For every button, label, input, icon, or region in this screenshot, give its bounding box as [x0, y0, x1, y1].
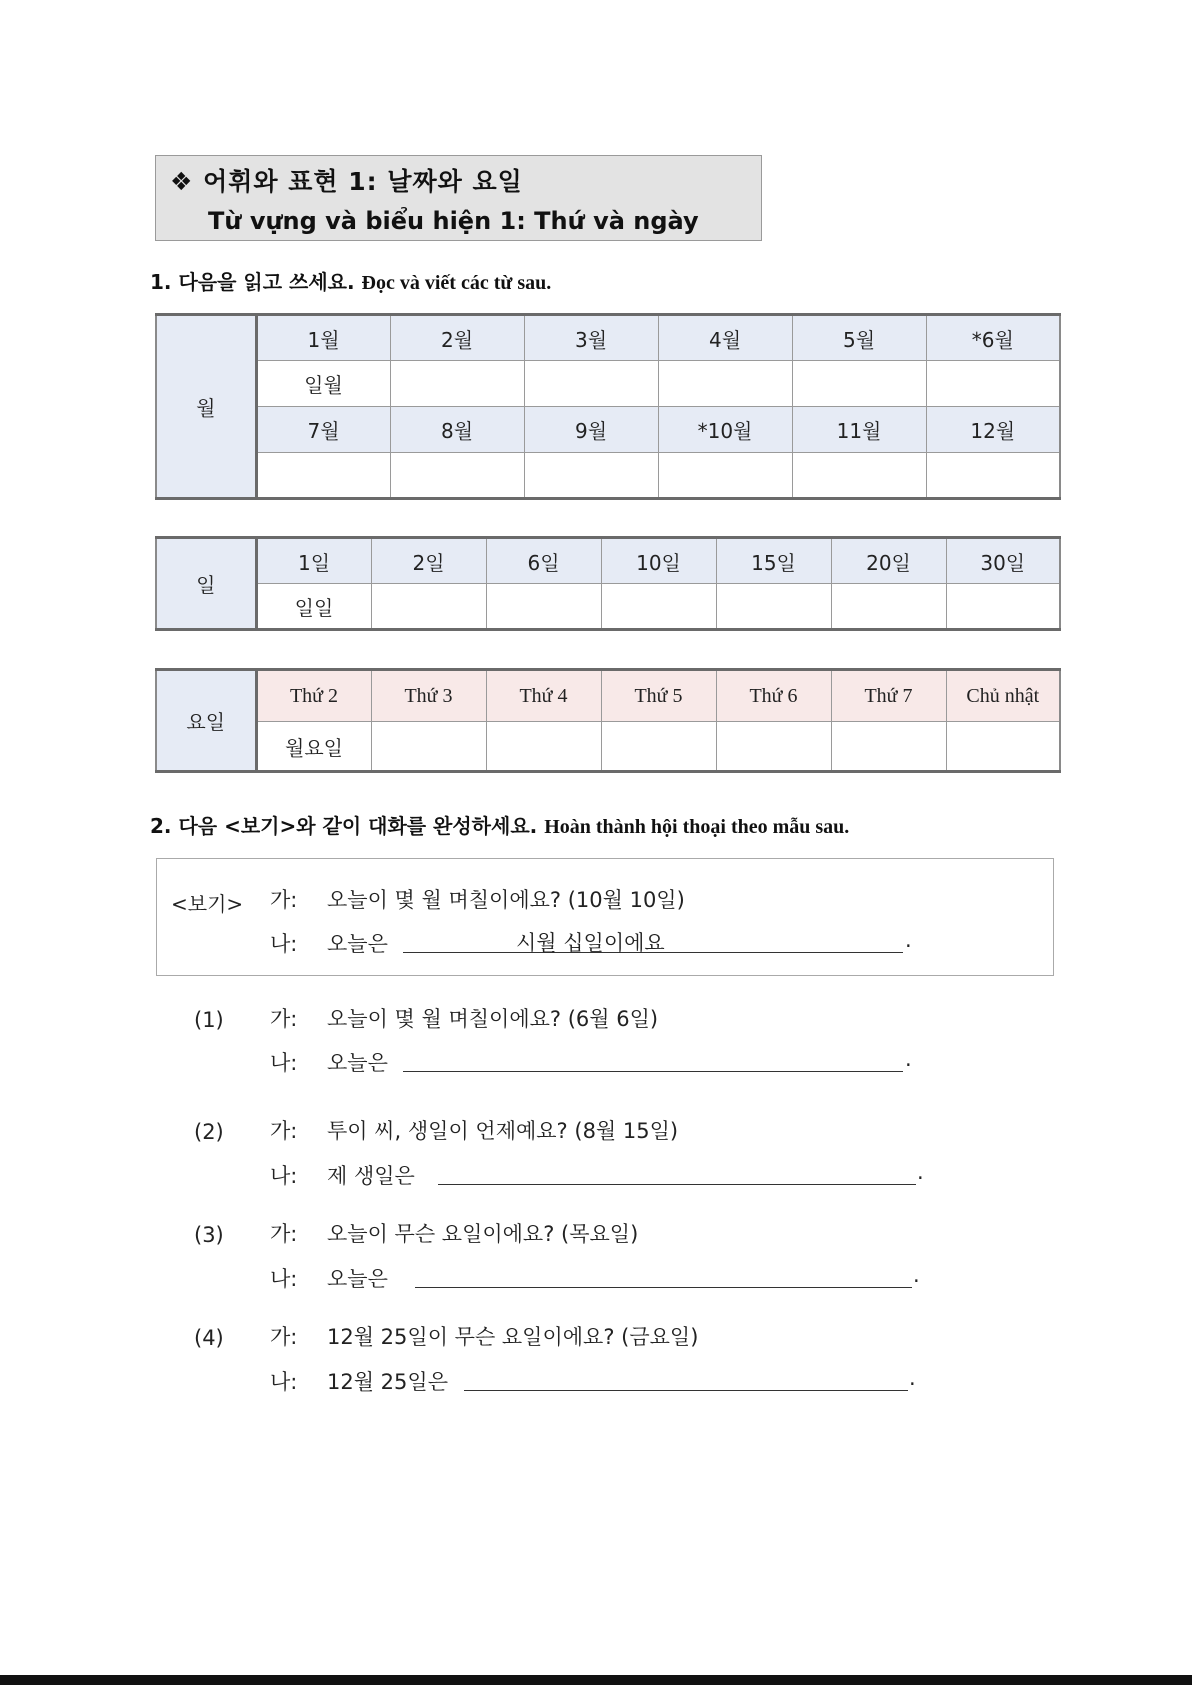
months-row-head: 월: [156, 315, 256, 499]
item-2-speaker-b: 나:: [270, 1164, 298, 1188]
item-4-speaker-b: 나:: [270, 1370, 298, 1394]
item-4-answer-line[interactable]: [464, 1390, 908, 1391]
item-2-speaker-a: 가:: [270, 1119, 298, 1143]
day-answer-cell[interactable]: [716, 584, 831, 630]
weekday-answer-cell[interactable]: [486, 722, 601, 772]
month-answer-cell[interactable]: [658, 453, 792, 499]
page-bottom-border: [0, 1675, 1192, 1685]
month-answer-cell[interactable]: [658, 361, 792, 407]
item-3-speaker-b: 나:: [270, 1267, 298, 1291]
month-cell: 7월: [256, 407, 390, 453]
weekday-answer-cell[interactable]: [716, 722, 831, 772]
question-2-korean: 2. 다음 <보기>와 같이 대화를 완성하세요.: [150, 814, 538, 838]
weekday-answer-cell[interactable]: [946, 722, 1060, 772]
weekday-cell: Chủ nhật: [946, 670, 1060, 722]
day-cell: 20일: [831, 538, 946, 584]
item-3-speaker-a: 가:: [270, 1222, 298, 1246]
day-answer-cell[interactable]: [371, 584, 486, 630]
question-1-korean: 1. 다음을 읽고 쓰세요.: [150, 270, 355, 294]
month-cell: 9월: [524, 407, 658, 453]
month-answer-cell[interactable]: [524, 361, 658, 407]
day-answer-cell[interactable]: [601, 584, 716, 630]
day-answer-cell[interactable]: 일일: [256, 584, 371, 630]
weekday-cell: Thứ 5: [601, 670, 716, 722]
item-1-speaker-a: 가:: [270, 1007, 298, 1031]
day-cell: 6일: [486, 538, 601, 584]
month-cell: 8월: [390, 407, 524, 453]
section-title-box: [155, 155, 762, 241]
month-cell: 3월: [524, 315, 658, 361]
day-cell: 30일: [946, 538, 1060, 584]
day-answer-cell[interactable]: [831, 584, 946, 630]
weekday-table: [155, 668, 1061, 773]
month-cell: 5월: [792, 315, 926, 361]
weekday-answer-cell[interactable]: [831, 722, 946, 772]
month-cell: 2월: [390, 315, 524, 361]
item-4-number: (4): [194, 1326, 224, 1350]
item-2-answer-line[interactable]: [438, 1184, 916, 1185]
item-1-question: 오늘이 몇 월 며칠이에요? (6월 6일): [327, 1007, 659, 1031]
month-cell: 12월: [926, 407, 1060, 453]
item-1-answer-prefix: 오늘은: [327, 1051, 388, 1075]
month-answer-cell[interactable]: [926, 361, 1060, 407]
item-4-answer-prefix: 12월 25일은: [327, 1370, 448, 1394]
day-cell: 10일: [601, 538, 716, 584]
weekday-answer-cell[interactable]: 월요일: [256, 722, 371, 772]
item-4-question: 12월 25일이 무슨 요일이에요? (금요일): [327, 1325, 699, 1349]
item-1-answer-line[interactable]: [403, 1071, 903, 1072]
month-answer-cell[interactable]: [256, 453, 390, 499]
item-2-number: (2): [194, 1120, 224, 1144]
example-box: [156, 858, 1054, 976]
question-2-vietnamese: Hoàn thành hội thoại theo mẫu sau.: [544, 816, 850, 838]
example-answer: 시월 십일이에요: [516, 931, 665, 955]
month-answer-cell[interactable]: [792, 453, 926, 499]
days-table: [155, 536, 1061, 631]
example-question: 오늘이 몇 월 며칠이에요? (10월 10일): [327, 888, 685, 912]
example-answer-prefix: 오늘은: [327, 932, 388, 956]
item-2-question: 투이 씨, 생일이 언제예요? (8월 15일): [327, 1119, 679, 1143]
month-answer-cell[interactable]: [792, 361, 926, 407]
day-cell: 15일: [716, 538, 831, 584]
item-2-period: .: [917, 1160, 924, 1184]
weekday-cell: Thứ 2: [256, 670, 371, 722]
example-period: .: [905, 928, 912, 952]
weekday-answer-cell[interactable]: [371, 722, 486, 772]
day-answer-cell[interactable]: [486, 584, 601, 630]
day-cell: 1일: [256, 538, 371, 584]
days-row-head: 일: [156, 538, 256, 630]
item-3-answer-prefix: 오늘은: [327, 1267, 388, 1291]
example-label: <보기>: [171, 892, 244, 916]
question-1-vietnamese: Đọc và viết các từ sau.: [361, 272, 552, 294]
month-answer-cell[interactable]: [524, 453, 658, 499]
weekday-cell: Thứ 3: [371, 670, 486, 722]
day-cell: 2일: [371, 538, 486, 584]
day-answer-cell[interactable]: [946, 584, 1060, 630]
item-3-answer-line[interactable]: [415, 1287, 912, 1288]
question-1-heading: [150, 266, 551, 295]
month-answer-cell[interactable]: [926, 453, 1060, 499]
question-2-heading: [150, 810, 849, 839]
weekday-cell: Thứ 6: [716, 670, 831, 722]
item-1-number: (1): [194, 1008, 224, 1032]
month-cell: *6월: [926, 315, 1060, 361]
weekday-answer-cell[interactable]: [601, 722, 716, 772]
month-answer-cell[interactable]: 일월: [256, 361, 390, 407]
month-cell: 1월: [256, 315, 390, 361]
item-4-speaker-a: 가:: [270, 1325, 298, 1349]
section-title-vietnamese: Từ vựng và biểu hiện 1: Thứ và ngày: [208, 207, 699, 235]
section-title-korean: ❖ 어휘와 표현 1: 날짜와 요일: [170, 167, 523, 196]
month-cell: 4월: [658, 315, 792, 361]
month-cell: *10월: [658, 407, 792, 453]
month-answer-cell[interactable]: [390, 361, 524, 407]
item-1-speaker-b: 나:: [270, 1051, 298, 1075]
item-4-period: .: [909, 1366, 916, 1390]
item-3-period: .: [913, 1263, 920, 1287]
item-3-question: 오늘이 무슨 요일이에요? (목요일): [327, 1222, 639, 1246]
month-answer-cell[interactable]: [390, 453, 524, 499]
example-speaker-a: 가:: [270, 888, 298, 912]
weekday-row-head: 요일: [156, 670, 256, 772]
example-speaker-b: 나:: [270, 932, 298, 956]
item-3-number: (3): [194, 1223, 224, 1247]
month-cell: 11월: [792, 407, 926, 453]
weekday-cell: Thứ 7: [831, 670, 946, 722]
weekday-cell: Thứ 4: [486, 670, 601, 722]
item-2-answer-prefix: 제 생일은: [327, 1164, 415, 1188]
months-table: [155, 313, 1061, 500]
item-1-period: .: [905, 1047, 912, 1071]
